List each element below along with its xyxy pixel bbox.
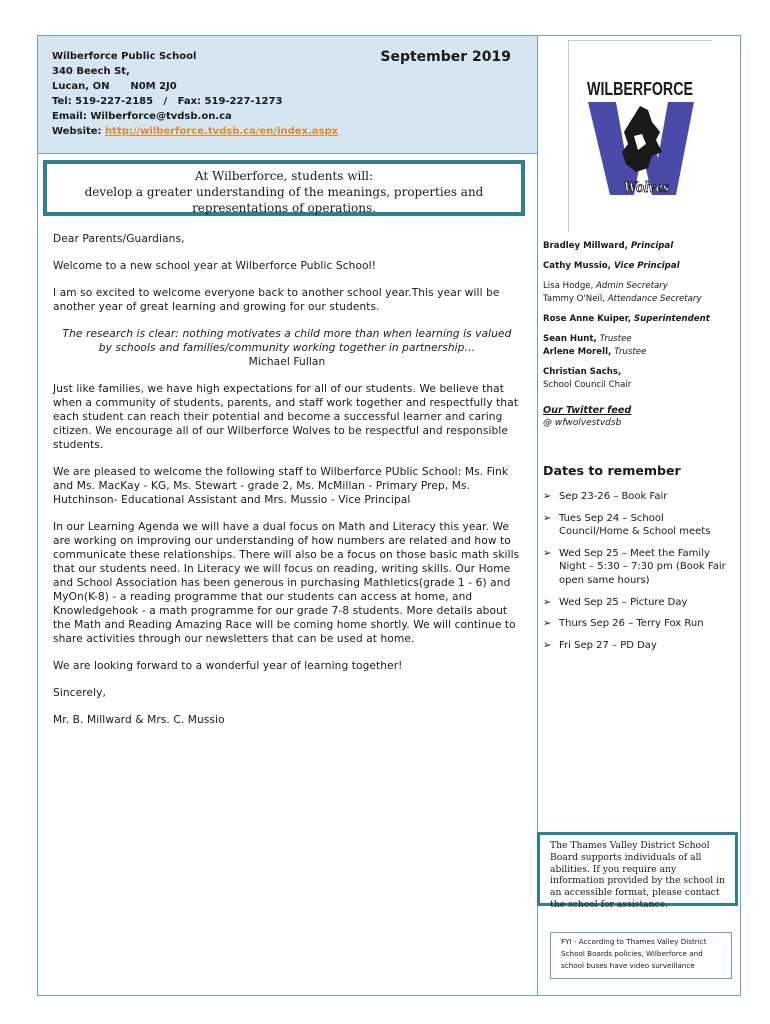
staff-principal <box>543 240 733 253</box>
wilberforce-wolves-logo <box>568 40 712 230</box>
letter-paragraph: We are looking forward to a wonderful year of learning together! <box>53 660 403 672</box>
letter-paragraph: Just like families, we have high expectations for all of our students. We believe that when a community of students, parents, and staff work together and respectfully that each student can reach their potential and become a successful learner and caring citizen. We encourage all of our Wilberforce Wolves to be respectful and responsible students. <box>53 383 519 451</box>
website-link[interactable]: http://wilberforce.tvdsb.ca/en/index.aspx <box>105 126 339 137</box>
admin-role: Admin Secretary <box>596 281 668 291</box>
admin-name: Lisa Hodge, <box>543 281 597 291</box>
staff-vice-principal <box>543 260 733 273</box>
letter-paragraph: I am so excited to welcome everyone back to another school year.This year will be another year of great learning and growing for our students. <box>53 287 500 313</box>
letter-signature: Mr. B. Millward & Mrs. C. Mussio <box>53 714 225 726</box>
twitter-block <box>543 404 733 430</box>
staff-council-chair <box>543 366 733 392</box>
logo-wordmark: WILBERFORCE <box>587 79 693 99</box>
newsletter-month: September 2019 <box>380 49 511 65</box>
attendance-role: Attendance Secretary <box>607 294 702 304</box>
list-item: ➢ Thurs Sep 26 – Terry Fox Run <box>543 618 704 630</box>
principal-letter <box>53 232 521 740</box>
chair-name: Christian Sachs, <box>543 367 622 377</box>
learning-goal-box <box>43 160 525 216</box>
staff-trustees <box>543 333 733 359</box>
arrow-bullet-icon: ➢ <box>543 639 552 651</box>
accessibility-notice: The Thames Valley District School Board supports individuals of all abilities. If you require any information provided by the school in an accessible format, please contact the school for assistance. <box>537 832 738 906</box>
trustee-name: Sean Hunt, <box>543 334 600 344</box>
list-item: ➢ Tues Sep 24 – School Council/Home & School meets <box>543 512 711 538</box>
arrow-bullet-icon: ➢ <box>543 512 552 524</box>
arrow-bullet-icon: ➢ <box>543 618 552 630</box>
staff-superintendent <box>543 313 733 326</box>
arrow-bullet-icon: ➢ <box>543 596 552 608</box>
dates-list <box>543 490 733 660</box>
twitter-handle: @ wfwolvestvdsb <box>543 418 622 428</box>
quote-text: The research is clear: nothing motivates a child more than when learning is valued by schools and families/community working together in partnership… <box>62 328 512 354</box>
school-name: Wilberforce Public School <box>52 51 197 62</box>
dates-heading: Dates to remember <box>543 463 681 478</box>
list-item: ➢ Sep 23-26 – Book Fair <box>543 491 668 502</box>
staff-directory <box>543 240 733 430</box>
school-phone-fax: Tel: 519-227-2185 / Fax: 519-227-1273 <box>52 96 283 107</box>
vp-name: Cathy Mussio, <box>543 261 614 271</box>
school-contact-block <box>52 49 338 139</box>
goal-intro: At Wilberforce, students will: <box>194 169 374 183</box>
school-city: Lucan, ON N0M 2J0 <box>52 81 177 92</box>
principal-name: Bradley Millward, <box>543 241 631 251</box>
school-address: 340 Beech St, <box>52 66 130 77</box>
school-website-row <box>52 124 338 139</box>
trustee-role: Trustee <box>599 334 632 344</box>
school-header <box>38 36 537 154</box>
trustee-role: Trustee <box>614 347 647 357</box>
website-label: Website: <box>52 126 106 137</box>
letter-paragraph: Welcome to a new school year at Wilberforce Public School! <box>53 260 377 272</box>
quote-block <box>53 327 521 369</box>
twitter-feed-link[interactable]: Our Twitter feed <box>543 405 632 416</box>
principal-role: Principal <box>630 241 674 251</box>
chair-role: School Council Chair <box>543 380 632 390</box>
list-item: ➢ Fri Sep 27 – PD Day <box>543 639 657 651</box>
list-item: ➢ Wed Sep 25 – Meet the Family Night – 5:30 – 7:30 pm (Book Fair open same hours) <box>543 547 726 586</box>
arrow-bullet-icon: ➢ <box>543 491 552 502</box>
letter-closing: Sincerely, <box>53 687 106 699</box>
arrow-bullet-icon: ➢ <box>543 547 552 559</box>
goal-text: develop a greater understanding of the meanings, properties and representations of operations. <box>84 185 484 215</box>
vp-role: Vice Principal <box>613 261 680 271</box>
superintendent-name: Rose Anne Kuiper, <box>543 314 634 324</box>
quote-author: Michael Fullan <box>248 356 326 368</box>
list-item: ➢ Wed Sep 25 – Picture Day <box>543 596 688 608</box>
letter-paragraph: In our Learning Agenda we will have a dual focus on Math and Literacy this year. We are working on improving our understanding of how numbers are related and how to communicate these relationships. There will also be a focus on those basic math skills that our students need. In Literacy we will focus on reading, writing skills. Our Home and School Association has been generous in purchasing Mathletics(grade 1 - 6) and MyOn(K-8) - a reading programme that our students can access at home, and Knowledgehook - a math programme for our grade 7-8 students. More details about the Math and Reading Amazing Race will be coming home shortly. We will continue to share activities through our newsletters that can be used at home. <box>53 521 520 645</box>
surveillance-notice: FYI - According to Thames Valley District School Boards policies, Wilberforce and school buses have video surveillance <box>550 932 732 979</box>
school-email: Email: Wilberforce@tvdsb.on.ca <box>52 111 232 122</box>
superintendent-role: Superintendent <box>633 314 710 324</box>
trustee-name: Arlene Morell, <box>543 347 615 357</box>
logo-wolves-text: Wolves <box>623 179 669 196</box>
attendance-name: Tammy O'Neil, <box>543 294 608 304</box>
staff-secretaries <box>543 280 733 306</box>
letter-greeting: Dear Parents/Guardians, <box>53 233 185 245</box>
letter-paragraph: We are pleased to welcome the following staff to Wilberforce PUblic School: Ms. Fink and Ms. MacKay - KG, Ms. Stewart - grade 2, Ms. McMillan - Primary Prep, Ms. Hutchinson- Educational Assistant and Mrs. Mussio - Vice Principal <box>53 466 509 506</box>
